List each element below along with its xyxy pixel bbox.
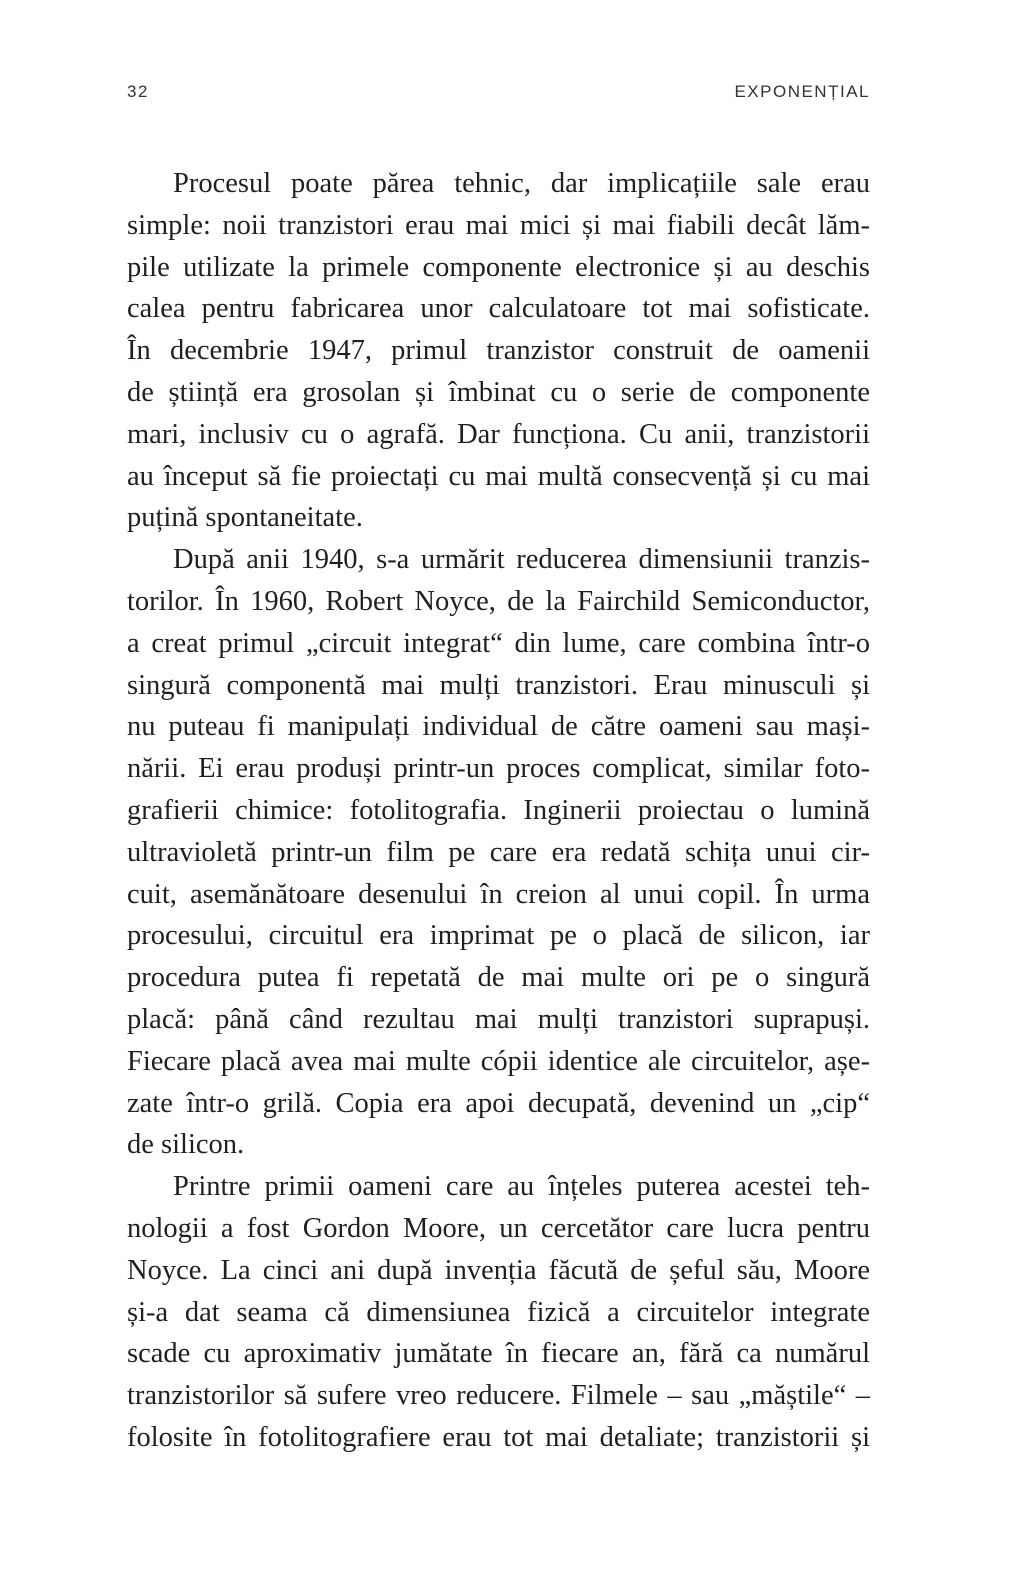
paragraph [127, 539, 870, 1166]
text-line: Procesul poate părea tehnic, dar implicațiile sale erau [173, 168, 870, 199]
text-line: puțină spontaneitate. [127, 502, 363, 534]
text-line: nării. Ei erau produși printr-un proces complicat, similar foto- [127, 753, 870, 785]
text-line: au început să fie proiectați cu mai multă consecvență și cu mai [127, 460, 870, 492]
text-line: de silicon. [127, 1129, 245, 1161]
text-line: calea pentru fabricarea unor calculatoare tot mai sofisticate. [127, 293, 870, 325]
text-line: ultravioletă printr-un film pe care era redată schița unui cir- [127, 836, 870, 868]
text-line: a creat primul „circuit integrat“ din lume, care combina într-o [127, 627, 870, 659]
page-header [127, 82, 870, 108]
paragraph [127, 163, 870, 539]
text-line: zate într-o grilă. Copia era apoi decupată, devenind un „cip“ [127, 1087, 870, 1119]
text-line: placă: până când rezultau mai mulți tranzistori suprapuși. [127, 1003, 870, 1035]
text-line: cuit, asemănătoare desenului în creion al unui copil. În urma [127, 878, 870, 910]
text-line: pile utilizate la primele componente electronice și au deschis [127, 251, 870, 283]
text-line: Fiecare placă avea mai multe cópii identice ale circuitelor, așe- [127, 1045, 870, 1077]
text-line: În decembrie 1947, primul tranzistor construit de oamenii [127, 335, 870, 367]
text-line: tranzistorilor să sufere vreo reducere. Filmele – sau „măștile“ – [127, 1380, 870, 1412]
text-line: procedura putea fi repetată de mai multe ori pe o singură [127, 962, 870, 994]
text-line: nologii a fost Gordon Moore, un cercetător care lucra pentru [127, 1212, 870, 1244]
running-title: EXPONENȚIAL [734, 82, 870, 101]
text-line: grafierii chimice: fotolitografia. Inginerii proiectau o lumină [127, 794, 870, 826]
text-line: procesului, circuitul era imprimat pe o placă de silicon, iar [127, 920, 870, 952]
body-text [127, 163, 870, 1459]
paragraph [127, 1166, 870, 1459]
text-line: mari, inclusiv cu o agrafă. Dar funcționa. Cu anii, tranzistorii [127, 418, 870, 450]
text-line: Noyce. La cinci ani după invenția făcută de șeful său, Moore [127, 1254, 870, 1286]
text-line: de știință era grosolan și îmbinat cu o serie de componente [127, 376, 870, 408]
text-line: simple: noii tranzistori erau mai mici și mai fiabili decât lăm- [127, 209, 870, 241]
text-line: și-a dat seama că dimensiunea fizică a circuitelor integrate [127, 1296, 870, 1328]
text-line: După anii 1940, s-a urmărit reducerea dimensiunii tranzis- [173, 544, 870, 576]
text-line: nu puteau fi manipulați individual de către oameni sau mași- [127, 711, 870, 743]
text-line: scade cu aproximativ jumătate în fiecare an, fără ca numărul [127, 1338, 870, 1370]
text-line: torilor. În 1960, Robert Noyce, de la Fairchild Semiconductor, [127, 585, 870, 617]
text-line: folosite în fotolitografiere erau tot mai detaliate; tranzistorii și [127, 1421, 870, 1453]
text-line: Printre primii oameni care au înțeles puterea acestei teh- [173, 1171, 870, 1203]
page-number: 32 [127, 82, 149, 101]
text-line: singură componentă mai mulți tranzistori. Erau minusculi și [127, 669, 870, 701]
